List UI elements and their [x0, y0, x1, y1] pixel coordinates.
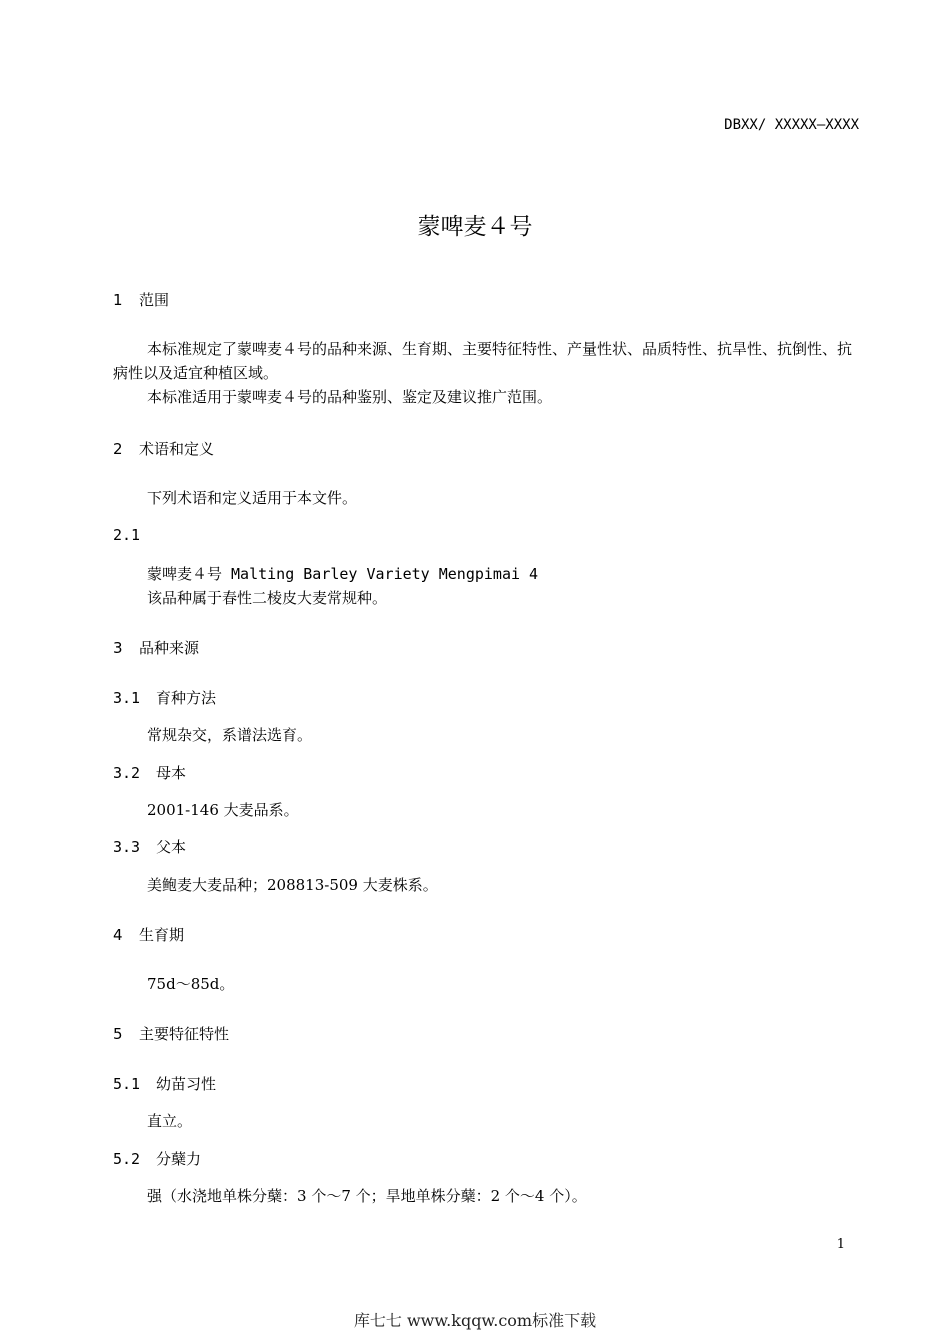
subsection-number: 3.1	[113, 689, 141, 707]
document-title: 蒙啤麦４号	[417, 214, 533, 240]
section-number: 2	[113, 440, 123, 458]
section-4-heading	[113, 924, 184, 945]
section-title: 范围	[139, 291, 170, 309]
section-2-heading	[113, 438, 214, 459]
section-2-intro: 下列术语和定义适用于本文件。	[147, 489, 358, 507]
subsection-title: 父本	[156, 838, 187, 856]
subsection-5-1-heading	[113, 1073, 216, 1094]
subsection-5-2-text: 强（水浇地单株分蘖：3 个～7 个；旱地单株分蘖：2 个～4 个）。	[147, 1187, 587, 1205]
subsection-number: 5.1	[113, 1075, 141, 1093]
section-number: 3	[113, 639, 123, 657]
term-entry: 蒙啤麦４号 Malting Barley Variety Mengpimai 4	[147, 565, 539, 583]
section-title: 主要特征特性	[139, 1025, 230, 1043]
section-number: 1	[113, 291, 123, 309]
subsection-3-2-text: 2001-146 大麦品系。	[147, 801, 299, 819]
section-3-heading	[113, 637, 199, 658]
subsection-3-3-text: 美鲍麦大麦品种；208813-509 大麦株系。	[147, 876, 438, 894]
subsection-3-3-heading	[113, 836, 186, 857]
subsection-3-1-text: 常规杂交，系谱法选育。	[147, 726, 313, 744]
subsection-number: 5.2	[113, 1150, 141, 1168]
paragraph: 本标准规定了蒙啤麦４号的品种来源、生育期、主要特征特性、产量性状、品质特性、抗旱性、抗倒性、抗病性以及适宜种植区域。	[113, 340, 853, 382]
subsection-5-1-text: 直立。	[147, 1112, 193, 1130]
subsection-title: 幼苗习性	[156, 1075, 217, 1093]
subsection-5-2-heading	[113, 1148, 201, 1169]
term-definition: 该品种属于春性二棱皮大麦常规种。	[147, 589, 388, 607]
subsection-3-1-heading	[113, 687, 216, 708]
subsection-number: 3.2	[113, 764, 141, 782]
section-4-text: 75d～85d。	[147, 975, 235, 993]
section-5-heading	[113, 1023, 229, 1044]
document-code: DBXX/ XXXXX—XXXX	[724, 117, 859, 133]
section-title: 生育期	[139, 926, 185, 944]
section-1-heading	[113, 289, 169, 310]
subsection-title: 育种方法	[156, 689, 217, 707]
section-number: 5	[113, 1025, 123, 1043]
section-title: 品种来源	[139, 639, 200, 657]
section-number: 4	[113, 926, 123, 944]
subsection-2-1-number: 2.1	[113, 526, 141, 544]
subsection-title: 分蘖力	[156, 1150, 202, 1168]
subsection-number: 3.3	[113, 838, 141, 856]
paragraph: 本标准适用于蒙啤麦４号的品种鉴别、鉴定及建议推广范围。	[147, 388, 553, 406]
subsection-3-2-heading	[113, 762, 186, 783]
footer-watermark[interactable]: 库七七 www.kqqw.com标准下载	[353, 1311, 597, 1330]
page-number: 1	[836, 1237, 845, 1252]
subsection-title: 母本	[156, 764, 187, 782]
section-1-body	[113, 337, 859, 409]
section-title: 术语和定义	[139, 440, 215, 458]
